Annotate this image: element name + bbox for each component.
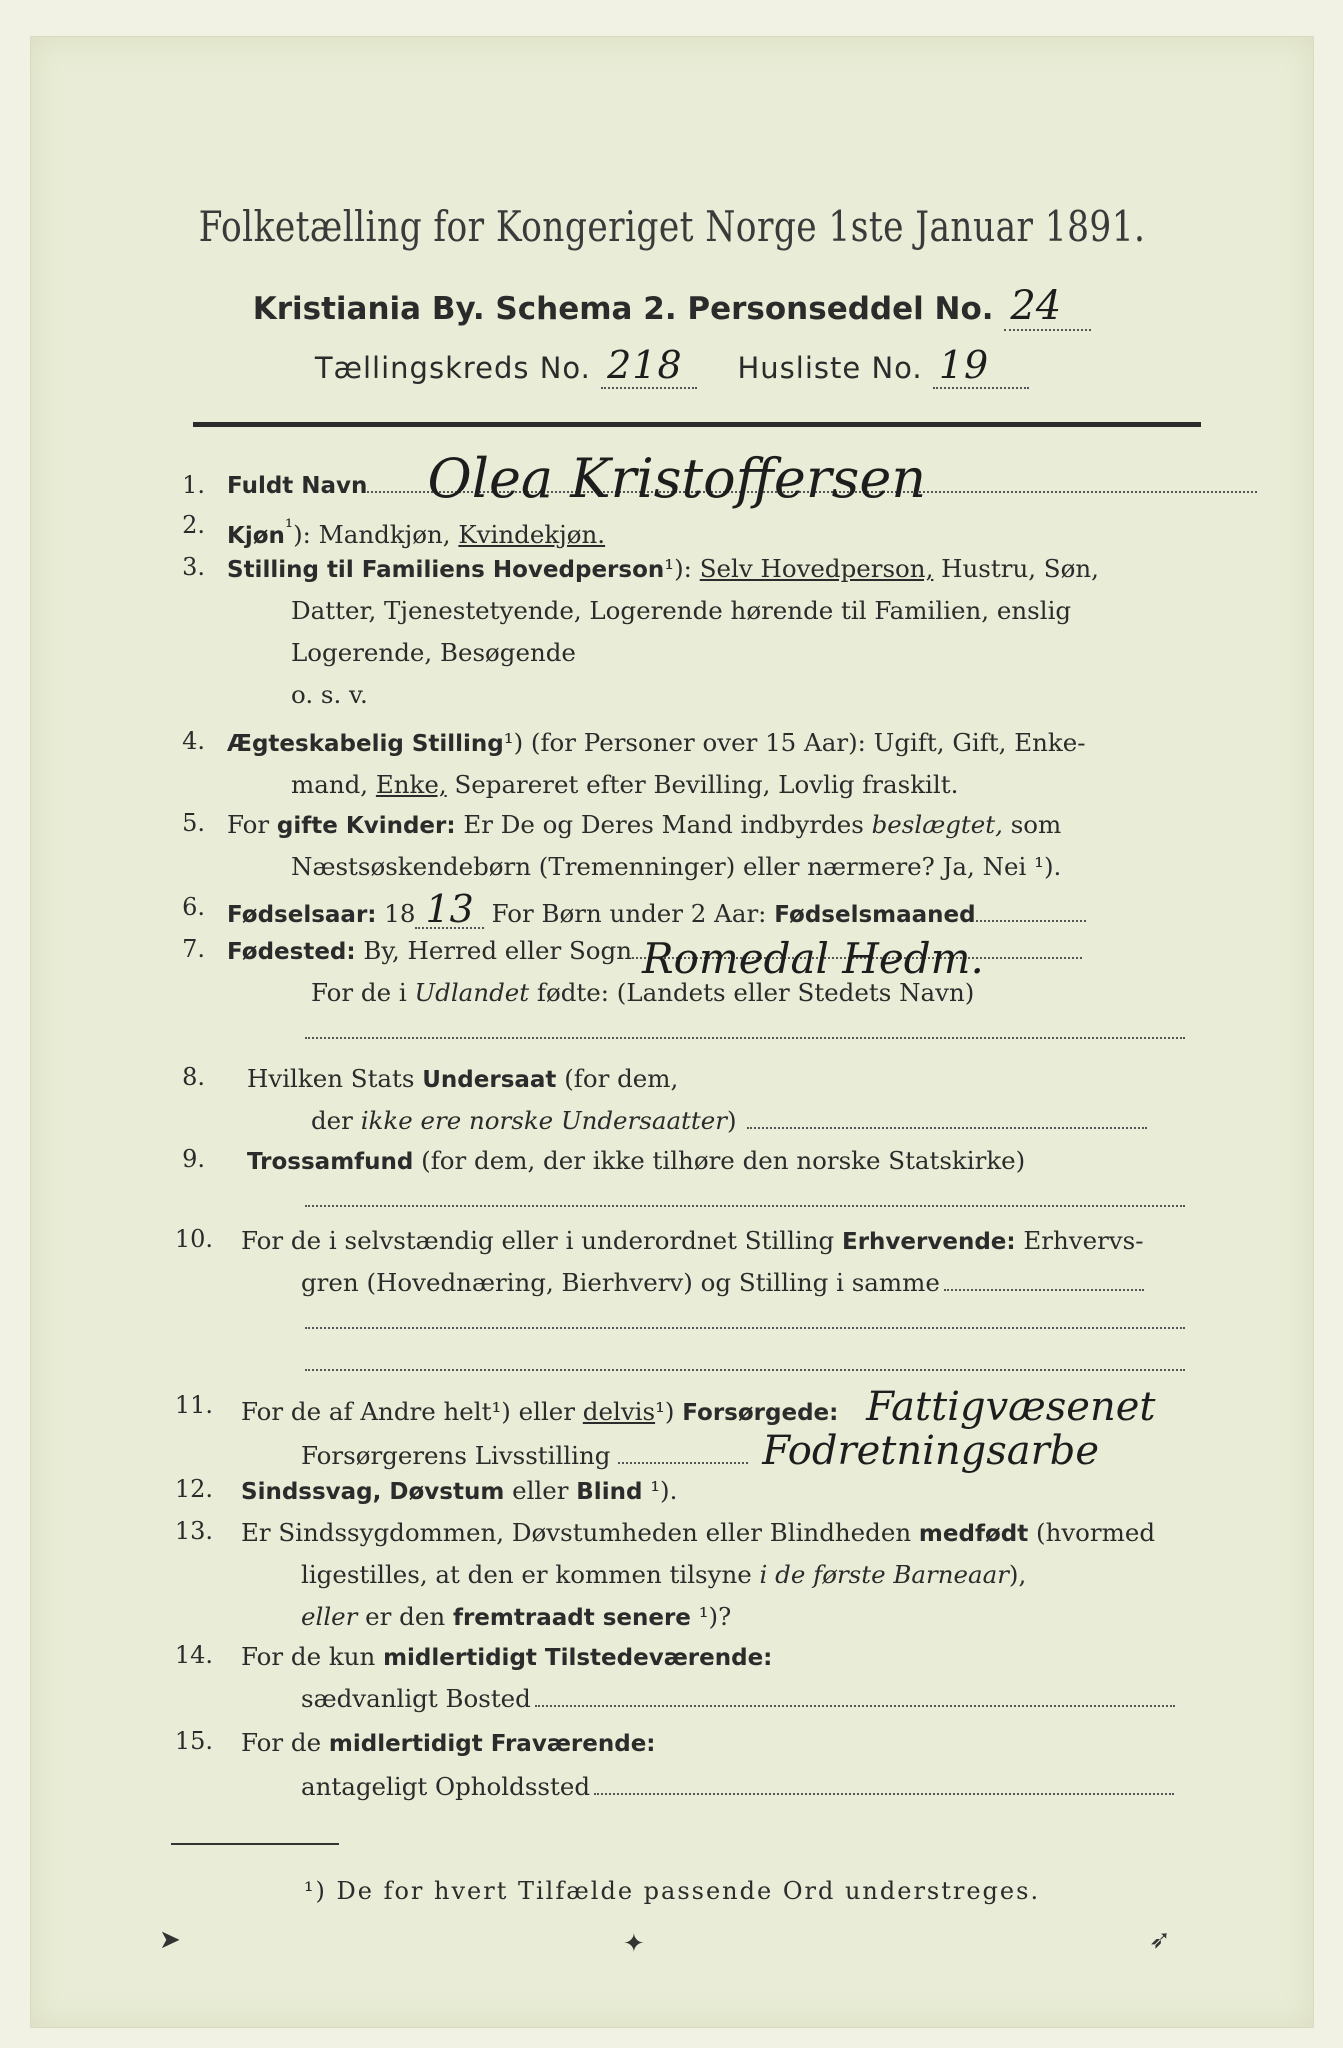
- item-medfodt: [241, 1515, 1155, 1552]
- answer-line: [535, 1705, 1175, 1707]
- field-label: Undersaat: [422, 1067, 557, 1093]
- item-line: [311, 975, 974, 1011]
- field-text: For de i: [311, 978, 415, 1007]
- corner-mark-icon: ➶: [1149, 1925, 1171, 1955]
- item-trossamfund: [247, 1143, 1025, 1180]
- field-text: ligestilles, at den er kommen tilsyne: [301, 1560, 760, 1589]
- item-sindssvag: [241, 1473, 677, 1510]
- field-text: ),: [1008, 1560, 1027, 1589]
- field-text: er den: [357, 1602, 453, 1631]
- provider-occupation-answer: Fodretningsarbe: [762, 1428, 1100, 1474]
- header-divider: [193, 422, 1201, 427]
- field-text: mand,: [291, 770, 376, 799]
- answer-line: [305, 1369, 1185, 1371]
- birth-year-answer: 13: [415, 891, 483, 929]
- item-number: 6.: [182, 893, 205, 921]
- field-text: gren (Hovednæring, Bierhverv) og Stilling i samme: [301, 1268, 940, 1297]
- selected-option: Kvindekjøn.: [458, 520, 606, 550]
- item-number: 10.: [174, 1225, 213, 1253]
- item-undersaat: [247, 1061, 678, 1098]
- field-text: som: [1002, 810, 1062, 839]
- field-text: ¹)?: [690, 1602, 732, 1631]
- item-line: [301, 1557, 1026, 1593]
- field-label: Forsørgede:: [682, 1400, 839, 1426]
- item-fravaerende: [241, 1725, 656, 1762]
- taellingskreds-label: Tællingskreds No.: [314, 351, 591, 385]
- field-text: (for dem,: [556, 1064, 679, 1093]
- field-label: midlertidigt Fraværende:: [328, 1731, 656, 1757]
- item-number: 4.: [182, 727, 205, 755]
- field-text: Separeret efter Bevilling, Lovlig fraskilt.: [446, 770, 959, 799]
- answer-line: [747, 1127, 1147, 1129]
- field-label: Fuldt Navn: [227, 473, 368, 499]
- field-text: sædvanligt Bosted: [301, 1684, 531, 1713]
- footnote: ¹) De for hvert Tilfælde passende Ord understreges.: [303, 1877, 1041, 1905]
- item-number: 8.: [182, 1063, 205, 1091]
- answer-line: [944, 1289, 1144, 1291]
- field-label: Fødested:: [227, 939, 356, 965]
- item-line: [301, 1265, 1144, 1301]
- field-label: Fødselsaar:: [227, 902, 377, 928]
- field-text: For de i selvstændig eller i underordnet Stilling: [241, 1226, 842, 1255]
- item-number: 13.: [174, 1517, 213, 1545]
- selected-option: delvis: [582, 1397, 656, 1426]
- field-emphasis: eller: [301, 1602, 358, 1631]
- item-number: 14.: [174, 1641, 213, 1669]
- answer-name: Olea Kristoffersen: [427, 447, 927, 510]
- field-text: ): Mandkjøn,: [293, 520, 459, 550]
- item-line: [311, 1103, 1147, 1139]
- field-text: Hvilken Stats: [247, 1064, 423, 1093]
- item-line: [301, 1769, 1174, 1805]
- item-number: 12.: [174, 1475, 213, 1503]
- field-label: Fødselsmaaned: [774, 902, 976, 928]
- item-line: o. s. v.: [291, 680, 368, 709]
- field-text: For Børn under 2 Aar:: [483, 899, 775, 928]
- item-gifte-kvinder: [227, 807, 1061, 844]
- answer-line: [632, 934, 1082, 983]
- field-text: Er Sindssygdommen, Døvstumheden eller Blindheden: [241, 1518, 919, 1547]
- item-fodselsaar: [227, 887, 1086, 933]
- item-fuldt-navn: [227, 447, 1257, 510]
- field-text: ¹).: [642, 1476, 678, 1505]
- district-line: [31, 343, 1313, 389]
- field-label: Ægteskabelig Stilling: [227, 731, 504, 757]
- schema-label: Kristiania By. Schema 2. Personseddel No.: [252, 291, 994, 327]
- item-tilstedevaerende: [241, 1639, 772, 1676]
- corner-mark-icon: ➤: [159, 1925, 181, 1955]
- field-label: gifte Kvinder:: [276, 813, 456, 839]
- field-text: Er De og Deres Mand indbyrdes: [455, 810, 872, 839]
- field-label: Kjøn: [227, 523, 285, 550]
- field-text: Erhvervs-: [1015, 1226, 1144, 1255]
- item-line: Datter, Tjenestetyende, Logerende hørende til Familien, enslig: [291, 596, 1072, 625]
- taellingskreds-number: 218: [601, 343, 697, 389]
- item-fodested: [227, 933, 1082, 983]
- item-kjon: [227, 509, 605, 554]
- birthplace-answer: Romedal Hedm.: [641, 934, 984, 983]
- item-line: [301, 1428, 1100, 1474]
- answer-line: [305, 1327, 1185, 1329]
- answer-line: [618, 1462, 748, 1464]
- field-text: ): [726, 1106, 737, 1135]
- field-label: fremtraadt senere: [452, 1605, 691, 1631]
- field-text: der: [311, 1106, 361, 1135]
- item-line: [301, 1599, 731, 1636]
- item-line: [291, 767, 958, 803]
- field-text: ¹) (for Personer over 15 Aar): Ugift, Gift, Enke-: [503, 728, 1086, 757]
- item-number: 15.: [174, 1727, 213, 1755]
- husliste-label: Husliste No.: [737, 351, 923, 385]
- item-number: 5.: [182, 809, 205, 837]
- answer-line: [367, 447, 1257, 510]
- field-label: Erhvervende:: [842, 1229, 1016, 1255]
- field-text: fødte: (Landets eller Stedets Navn): [529, 978, 975, 1007]
- item-number: 3.: [182, 553, 205, 581]
- footnote-divider: [171, 1843, 339, 1845]
- field-label: Sindssvag, Døvstum: [241, 1479, 505, 1505]
- field-emphasis: beslægtet,: [871, 810, 1003, 839]
- field-text: By, Herred eller Sogn: [355, 936, 632, 965]
- field-text: For de kun: [241, 1642, 384, 1671]
- answer-line: [305, 1037, 1185, 1039]
- field-text: (hvormed: [1028, 1518, 1156, 1547]
- item-aegteskabelig: [227, 725, 1086, 762]
- field-text: 18: [376, 899, 416, 928]
- field-emphasis: ikke ere norske Undersaatter: [360, 1106, 727, 1135]
- field-label: Stilling til Familiens Hovedperson: [227, 557, 665, 583]
- item-number: 9.: [182, 1145, 205, 1173]
- form-title: Folketælling for Kongeriget Norge 1ste Januar 1891.: [198, 202, 1146, 251]
- field-text: For de af Andre helt¹) eller: [241, 1397, 583, 1426]
- answer-line: [594, 1793, 1174, 1795]
- supported-by-answer: Fattigvæsenet: [866, 1384, 1156, 1430]
- field-text: ¹): [655, 1397, 683, 1426]
- field-text: antageligt Opholdssted: [301, 1772, 590, 1801]
- item-stilling: [227, 551, 1099, 588]
- field-emphasis: Udlandet: [414, 978, 530, 1007]
- item-erhvervende: [241, 1223, 1144, 1260]
- selected-option: Enke,: [375, 770, 447, 799]
- item-number: 11.: [174, 1391, 213, 1419]
- field-text: ¹):: [664, 554, 700, 583]
- field-text: Hustru, Søn,: [933, 554, 1099, 583]
- item-forsorgede: [241, 1384, 1156, 1431]
- field-text: (for dem, der ikke tilhøre den norske Statskirke): [413, 1146, 1026, 1175]
- field-text: For: [227, 810, 277, 839]
- field-text: eller: [504, 1476, 577, 1505]
- field-label: midlertidigt Tilstedeværende:: [383, 1645, 773, 1671]
- item-line: Næstsøskendebørn (Tremenninger) eller nærmere? Ja, Nei ¹).: [291, 852, 1062, 881]
- field-text: For de: [241, 1728, 329, 1757]
- field-emphasis: i de første Barneaar: [759, 1560, 1009, 1589]
- selected-option: Selv Hovedperson,: [699, 554, 934, 583]
- footnote-marker: ¹: [284, 515, 294, 539]
- personseddel-number: 24: [1004, 283, 1091, 331]
- field-label: Blind: [576, 1479, 643, 1505]
- item-number: 7.: [182, 935, 205, 963]
- answer-line: [976, 920, 1086, 922]
- item-line: Logerende, Besøgende: [291, 638, 576, 667]
- field-label: medfødt: [918, 1521, 1029, 1547]
- item-number: 1.: [182, 471, 205, 499]
- center-mark-icon: ✦: [623, 1929, 645, 1959]
- item-number: 2.: [182, 511, 205, 539]
- field-text: Forsørgerens Livsstilling: [301, 1441, 611, 1470]
- census-form-page: [30, 36, 1314, 2028]
- schema-line: [31, 283, 1313, 331]
- field-label: Trossamfund: [247, 1149, 414, 1175]
- husliste-number: 19: [933, 343, 1029, 389]
- answer-line: [305, 1205, 1185, 1207]
- item-line: [301, 1681, 1175, 1717]
